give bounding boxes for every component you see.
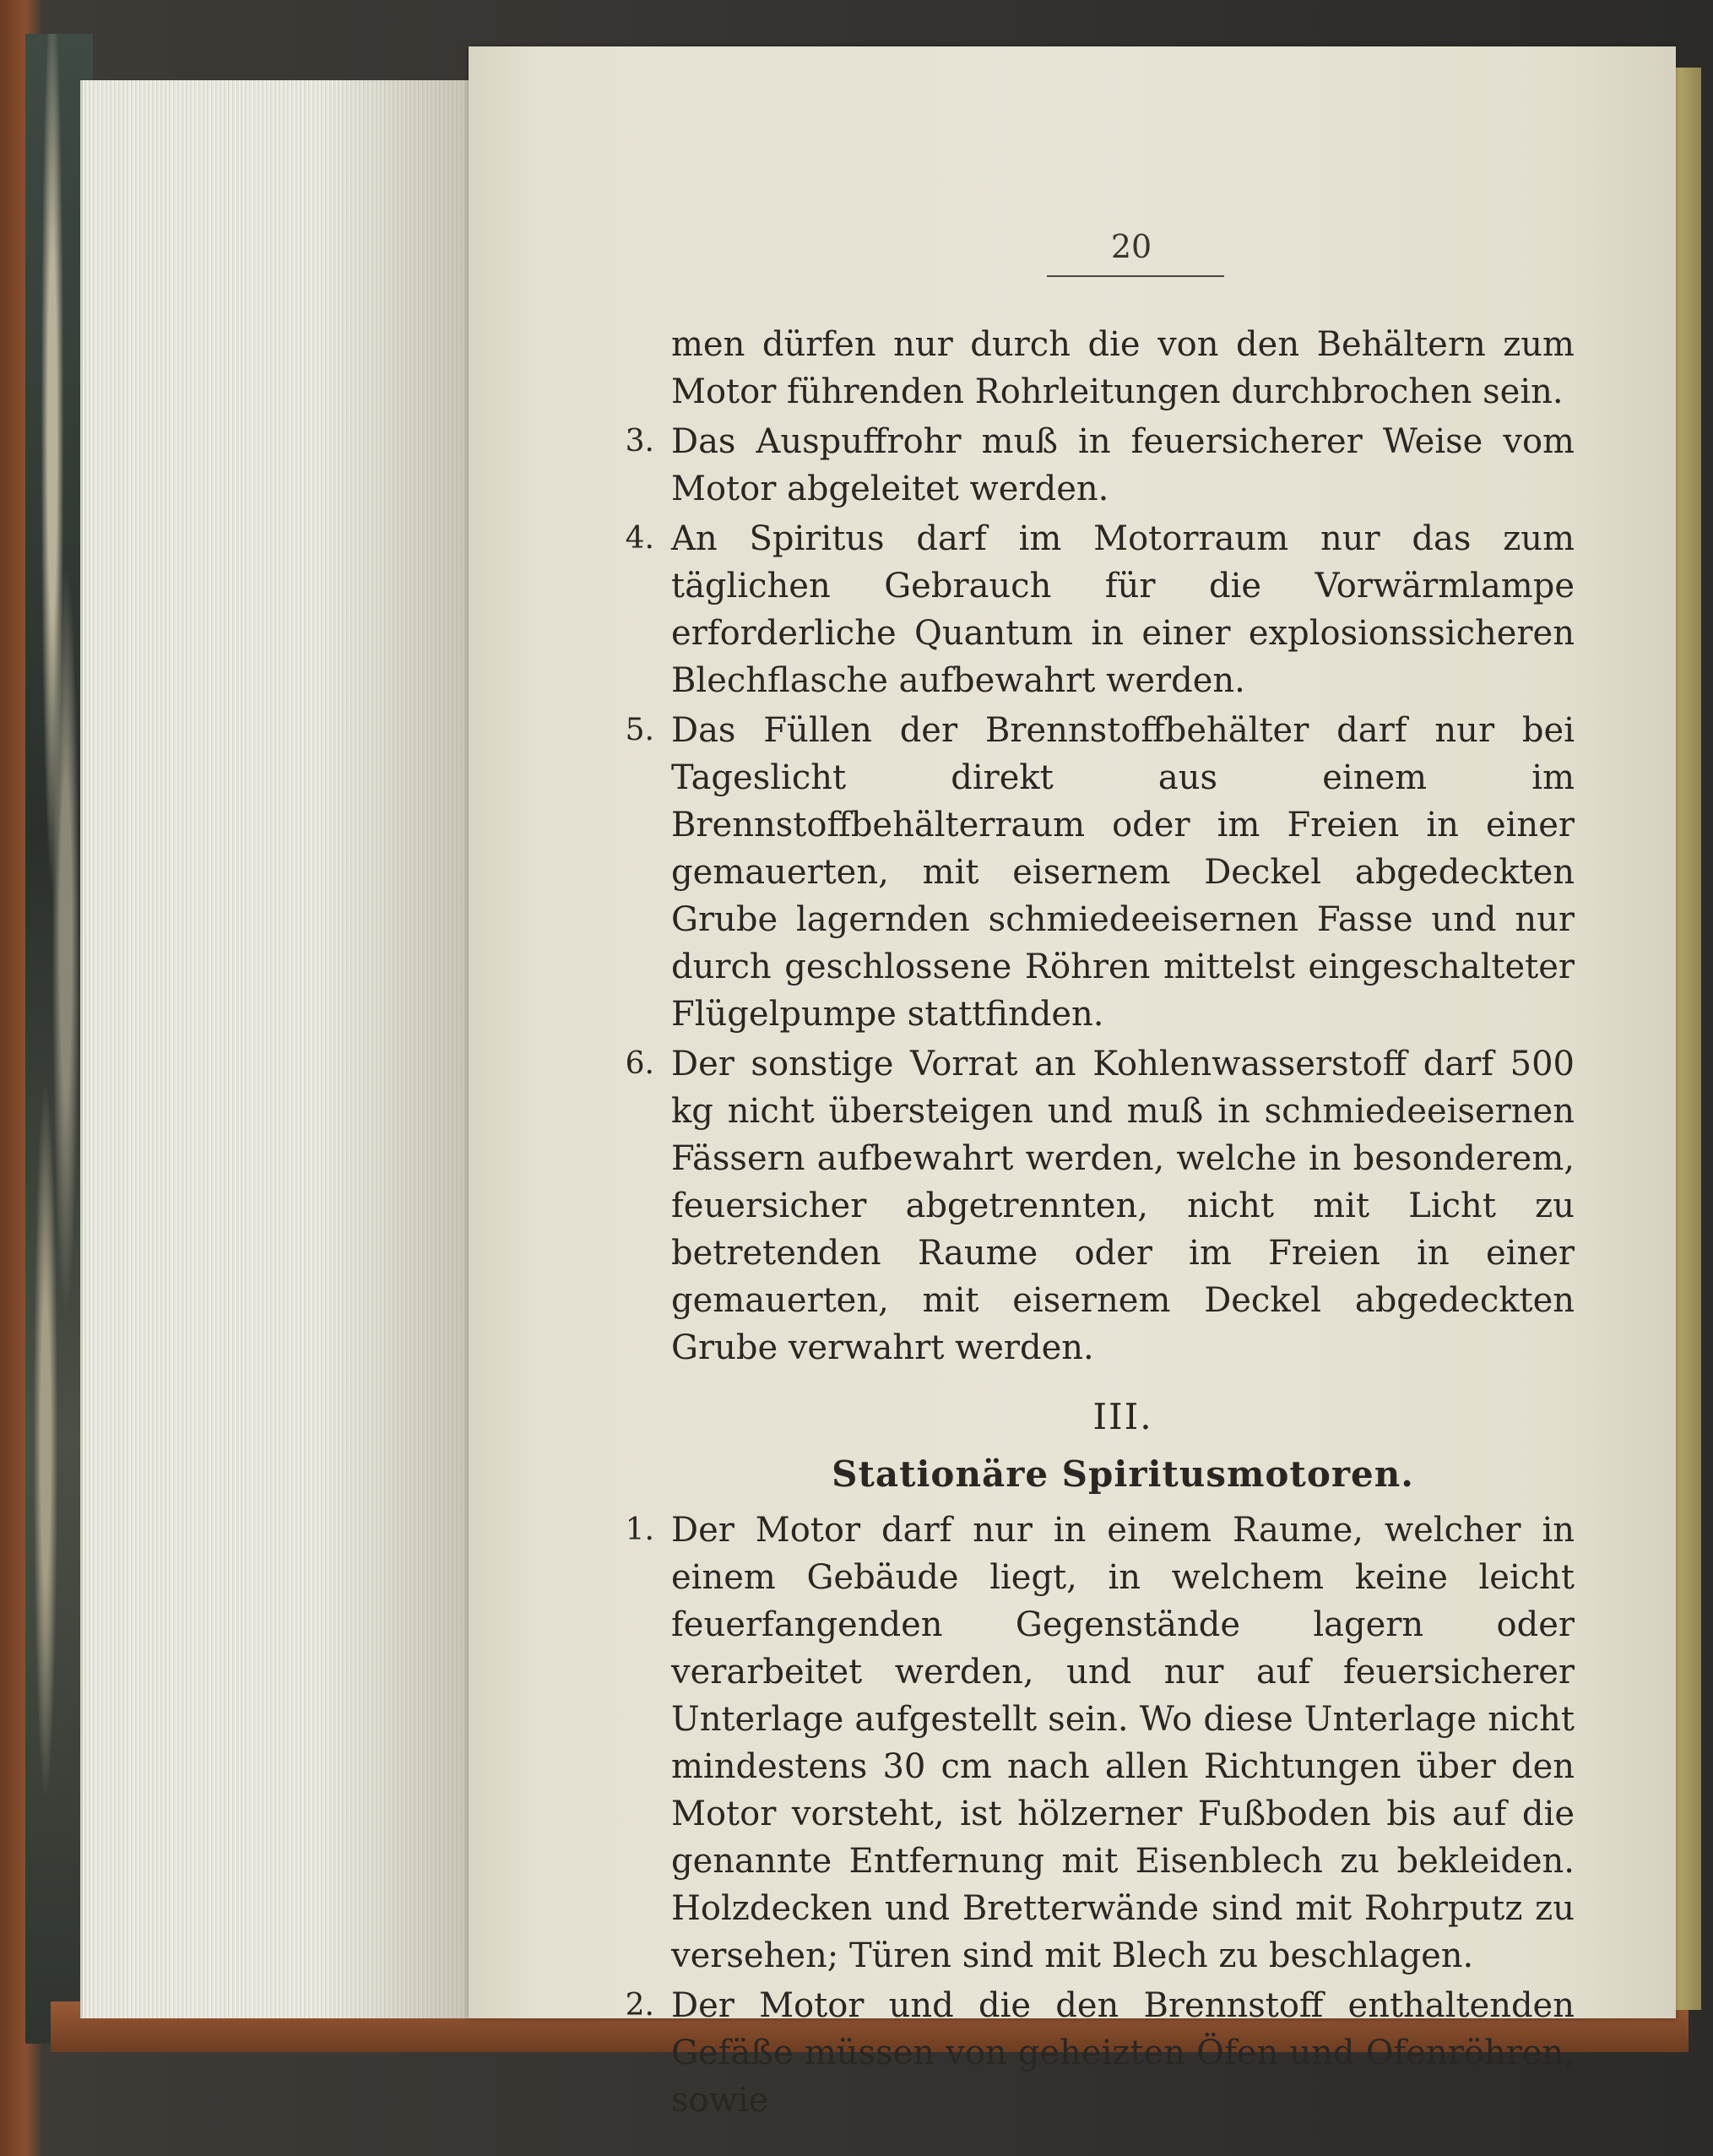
list-item — [625, 1040, 1575, 1371]
page-body — [625, 321, 1575, 2126]
item-number: 2. — [625, 1988, 654, 2023]
list-item — [625, 418, 1575, 513]
item-number: 3. — [625, 424, 654, 459]
list-item — [625, 1507, 1575, 1980]
list-item — [625, 1982, 1575, 2124]
page-edges-shadow — [321, 80, 473, 2018]
continuation-paragraph: men dürfen nur durch die von den Behältern zum Motor führenden Rohrleitungen durchbrochen sein. — [671, 325, 1575, 411]
list-item — [625, 515, 1575, 704]
item-number: 6. — [625, 1046, 654, 1081]
section-title: Stationäre Spiritusmotoren. — [832, 1453, 1414, 1495]
item-number: 5. — [625, 713, 654, 747]
item-number: 4. — [625, 521, 654, 556]
header-rule — [1047, 275, 1224, 277]
cover-right-edge — [1676, 68, 1701, 2010]
section-number: III. — [1092, 1396, 1153, 1437]
list-item — [625, 707, 1575, 1038]
item-text: Das Auspuffrohr muß in feuersicherer Weise vom Motor abgeleitet werden. — [671, 422, 1575, 508]
item-text: Der sonstige Vorrat an Kohlenwasserstoff darf 500 kg nicht übersteigen und muß in schmiedeeisernen Fässern aufbewahrt werden, welche in besonderem, feuersicher abgetrennten, nicht mit Licht zu betretenden Raume oder im Freien in einer gemauerten, mit eisernem Deckel abgedeckten Grube verwahrt werden. — [671, 1045, 1575, 1367]
item-text: Der Motor und die den Brennstoff enthaltenden Gefäße müssen von geheizten Öfen und Ofenröhren, sowie — [671, 1986, 1575, 2120]
page-number: 20 — [1110, 228, 1152, 265]
item-text: Das Füllen der Brennstoffbehälter darf nur bei Tageslicht direkt aus einem im Brennstoffbehälterraum oder im Freien in einer gemauerten, mit eisernem Deckel abgedeckten Grube lagernden schmiedeeisernen Fasse und nur durch geschlossene Röhren mittelst eingeschalteter Flügelpumpe stattfinden. — [671, 711, 1575, 1034]
item-number: 1. — [625, 1512, 654, 1547]
item-text: An Spiritus darf im Motorraum nur das zum täglichen Gebrauch für die Vorwärmlampe erforderliche Quantum in einer explosionssicheren Blechflasche aufbewahrt werden. — [671, 519, 1575, 700]
item-text: Der Motor darf nur in einem Raume, welcher in einem Gebäude liegt, in welchem keine leicht feuerfangenden Gegenstände lagern oder verarbeitet werden, und nur auf feuersicherer Unterlage aufgestellt sein. Wo diese Unterlage nicht mindestens 30 cm nach allen Richtungen über den Motor vorsteht, ist hölzerner Fußboden bis auf die genannte Entfernung mit Eisenblech zu bekleiden. Holzdecken und Bretterwände sind mit Rohrputz zu versehen; Türen sind mit Blech zu beschlagen. — [671, 1511, 1575, 1975]
